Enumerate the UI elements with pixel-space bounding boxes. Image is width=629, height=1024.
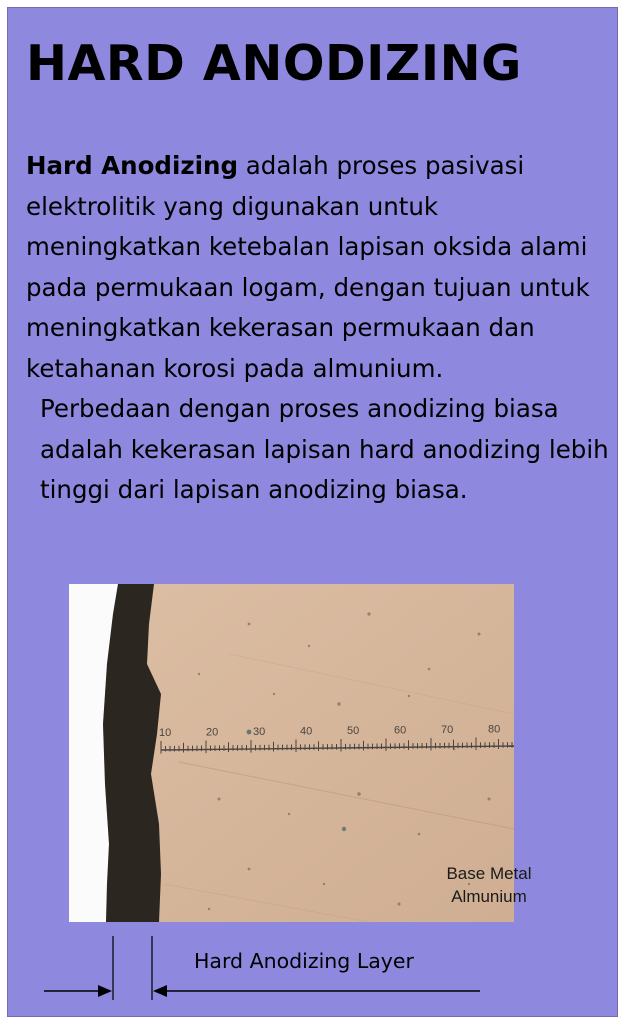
definition-text: adalah proses pasivasi elektrolitik yang digunakan untuk meningkatkan ketebalan lapisan oksida alami pada permukaan logam, dengan tujuan untuk meningkatkan kekerasan permukaan dan ketahanan korosi pada almunium. <box>26 151 590 383</box>
paragraph-difference: Perbedaan dengan proses anodizing biasa adalah kekerasan lapisan hard anodizing lebih tinggi dari lapisan anodizing biasa. <box>40 394 609 504</box>
left-arrow-head <box>98 985 112 997</box>
bold-term: Hard Anodizing <box>26 151 238 180</box>
paragraph-definition <box>26 146 616 389</box>
base-metal-line2: Almunium <box>451 887 527 906</box>
scale-number: 80 <box>488 723 501 736</box>
base-metal-line1: Base Metal <box>446 864 532 883</box>
description-text <box>26 146 616 511</box>
page-title: HARD ANODIZING <box>26 35 522 92</box>
scale-number: 50 <box>347 724 360 737</box>
scale-number: 70 <box>441 723 454 736</box>
micrograph-image <box>69 584 532 922</box>
base-metal-label <box>419 862 559 908</box>
layer-thickness-indicator <box>0 920 629 1020</box>
scale-number: 60 <box>394 724 407 737</box>
scale-number: 30 <box>253 725 266 738</box>
info-panel <box>7 7 618 1017</box>
scale-number: 20 <box>206 726 219 739</box>
right-arrow-head <box>153 985 167 997</box>
layer-label: Hard Anodizing Layer <box>194 949 414 973</box>
scale-number: 10 <box>159 727 172 740</box>
scale-number: 40 <box>300 725 313 738</box>
